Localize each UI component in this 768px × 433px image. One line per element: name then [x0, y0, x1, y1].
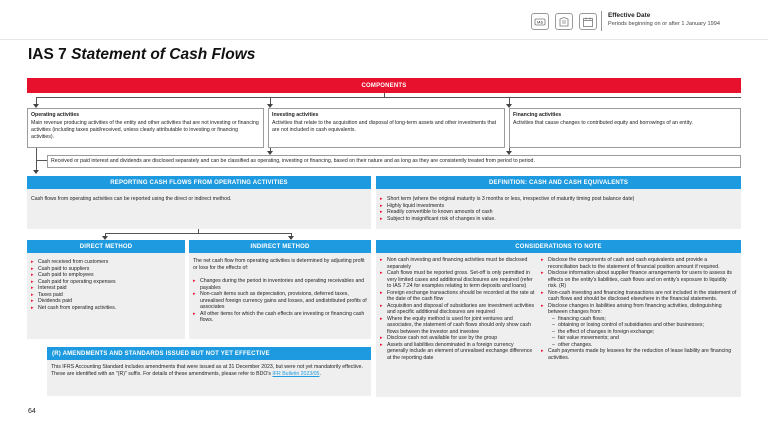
effective-date-title: Effective Date [608, 12, 651, 19]
list-item: ▸ Foreign exchange transactions should be recorded at the rate at the date of the cash flow [380, 290, 535, 303]
direct-method-header: DIRECT METHOD [27, 240, 185, 253]
list-item: ▸ Non-cash investing and financing transactions are not included in the statement of cash flows and should be disclosed elsewhere in the financial statements. [541, 290, 737, 303]
calendar-icon [579, 13, 597, 30]
svg-text:IAS: IAS [537, 20, 543, 25]
list-item: ▸ Disclose cash not available for use by the group [380, 335, 535, 342]
standard-number: IAS 7 [28, 46, 67, 63]
connector [105, 233, 291, 234]
investing-text: Activities that relate to the acquisition and disposal of long-term assets and other investments that are not included in cash equivalents. [272, 120, 497, 133]
operating-text: Main revenue producing activities of the entity and other activities that are not investing or financing activities (including taxes paid/received, unless clearly attributable to investing or financing activities). [31, 120, 259, 140]
list-item: ▸ Disclose information about supplier finance arrangements for users to assess its effects on the entity's liabilities, cash flows and on entity's exposure to liquidity risk. (R) [541, 270, 737, 290]
list-item [541, 303, 737, 349]
list-item: ▸ Assets and liabilities denominated in a foreign currency generally include an element of unrealised exchange difference at the reporting date [380, 342, 535, 362]
list-item: ▸ Cash paid to suppliers [31, 266, 181, 273]
sub-list-item: – obtaining or losing control of subsidiaries and other businesses; [552, 322, 737, 329]
page-title [28, 46, 255, 64]
list-item: ▸ Disclose the components of cash and cash equivalents and provide a reconciliation back to the statement of financial position amount if required. [541, 257, 737, 270]
amendments-text-block [51, 364, 367, 378]
ifrs-logo-icon [555, 13, 573, 30]
list-item: ▸ Non cash investing and financing activities must be disclosed separately [380, 257, 535, 270]
list-item: ▸ Subject to insignificant risk of changes in value. [380, 216, 737, 223]
list-item: ▸ Short term (where the original maturity is 3 months or less, irrespective of maturity timing post balance date) [380, 196, 737, 203]
operating-heading: Operating activities [31, 112, 80, 118]
amendments-header: (R) AMENDMENTS AND STANDARDS ISSUED BUT NOT YET EFFECTIVE [47, 347, 371, 360]
considerations-header: CONSIDERATIONS TO NOTE [376, 240, 741, 253]
reporting-text: Cash flows from operating activities can be reported using the direct or indirect method. [31, 196, 232, 202]
list-item: ▸ Highly liquid investments [380, 203, 737, 210]
page-number: 64 [28, 408, 36, 415]
reporting-header: REPORTING CASH FLOWS FROM OPERATING ACTIVITIES [27, 176, 371, 189]
list-item: ▸ Taxes paid [31, 292, 181, 299]
standard-name: Statement of Cash Flows [71, 46, 256, 63]
sub-list-item: – other changes. [552, 342, 737, 349]
list-item: ▸ Changes during the period in inventories and operating receivables and payables [193, 278, 368, 291]
list-item-text: Disclose changes in liabilities arising from financing activities, distinguishing between changes from: [548, 302, 722, 315]
amendments-text: This IFRS Accounting Standard includes amendments that were issued as at 31 December 2023, but were not yet mandatorily effective. These are identified with an "(R)" suffix. For details of these amendments, please refer to BDO's [51, 364, 363, 377]
header-divider [601, 11, 602, 31]
ifr-bulletin-link[interactable]: IFR Bulletin 2023/05 [272, 371, 320, 377]
indirect-method-header: INDIRECT METHOD [189, 240, 371, 253]
considerations-right-list [541, 257, 737, 361]
definition-header: DEFINITION: CASH AND CASH EQUIVALENTS [376, 176, 741, 189]
operating-activities-box [27, 108, 264, 148]
connector [36, 160, 47, 161]
connector [36, 97, 741, 98]
indirect-method-list [193, 278, 368, 324]
investing-activities-box [268, 108, 505, 148]
ias-tag-icon [531, 13, 549, 30]
connector [198, 229, 199, 233]
list-item: ▸ Cash payments made by lessees for the reduction of lease liability are financing activities. [541, 348, 737, 361]
reporting-panel [27, 189, 371, 229]
list-item: ▸ Interest paid [31, 285, 181, 292]
effective-date-text: Periods beginning on or after 1 January 1994 [608, 21, 720, 27]
direct-method-list [31, 259, 181, 311]
indirect-intro: The net cash flow from operating activities is determined by adjusting profit or loss for the effects of: [193, 258, 365, 271]
financing-text: Activities that cause changes to contributed equity and borrowings of an entity. [513, 120, 693, 126]
list-item: ▸ Cash received from customers [31, 259, 181, 266]
list-item: ▸ Cash paid for operating expenses [31, 279, 181, 286]
list-item: ▸ Non-cash items such as depreciation, provisions, deferred taxes, unrealised foreign currency gains and losses, and undistributed profits of associates [193, 291, 368, 311]
changes-sub-list [548, 316, 737, 349]
list-item: ▸ Net cash from operating activities. [31, 305, 181, 312]
financing-activities-box [509, 108, 741, 148]
list-item: ▸ Acquisition and disposal of subsidiaries are investment activities and specific additional disclosures are required [380, 303, 535, 316]
list-item: ▸ Cash flows must be reported gross. Set-off is only permitted in very limited cases and additional disclosures are required (refer to IAS 7.24 for examples relating to term deposits and loans) [380, 270, 535, 290]
interest-dividends-note: Received or paid interest and dividends are disclosed separately and can be classified as operating, investing or financing, based on their nature and as long as they are consistently treated from period to period. [47, 155, 741, 168]
financing-heading: Financing activities [513, 112, 562, 118]
sub-list-item: – the effect of changes in foreign exchange; [552, 329, 737, 336]
list-item: ▸ Readily convertible to known amounts of cash [380, 209, 737, 216]
definition-list [380, 196, 737, 222]
amendments-text-end: . [319, 371, 321, 377]
list-item: ▸ All other items for which the cash effects are investing or financing cash flows. [193, 311, 368, 324]
components-header: COMPONENTS [27, 78, 741, 93]
list-item: ▸ Cash paid to employees [31, 272, 181, 279]
arrow-icon [33, 170, 39, 174]
investing-heading: Investing activities [272, 112, 319, 118]
list-item: ▸ Where the equity method is used for joint ventures and associates, the statement of cash flows should only show cash flows between the investor and investee [380, 316, 535, 336]
top-header [0, 0, 768, 40]
list-item: ▸ Dividends paid [31, 298, 181, 305]
sub-list-item: – fair value movements; and [552, 335, 737, 342]
sub-list-item: – financing cash flows; [552, 316, 737, 323]
considerations-left-list [380, 257, 535, 361]
